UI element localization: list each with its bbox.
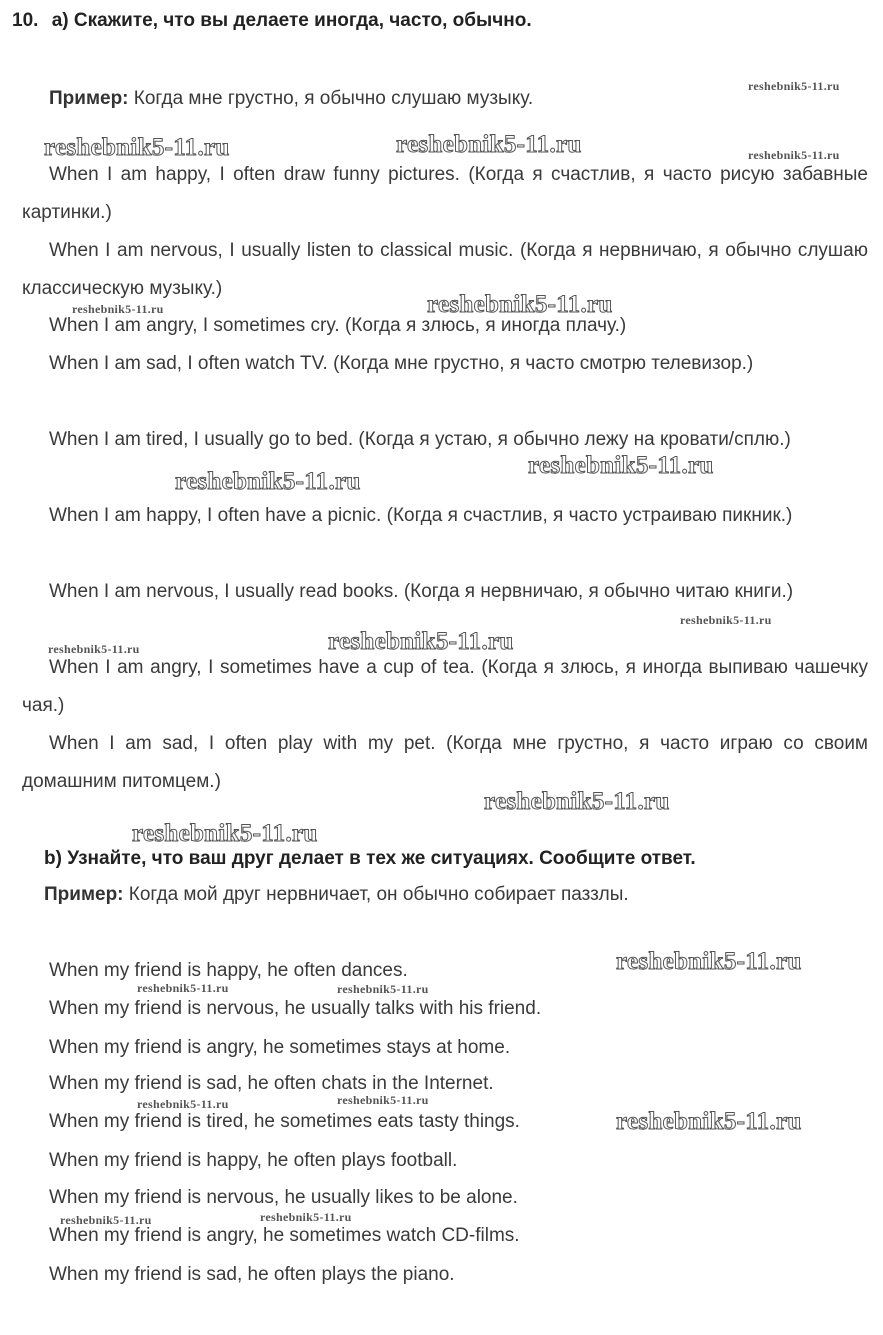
answer-a-9: When I am sad, I often play with my pet. (Когда мне грустно, я часто играю со своим домашним питомцем.) bbox=[22, 733, 868, 792]
part-a-example bbox=[49, 88, 533, 110]
example-text: Когда мой друг нервничает, он обычно собирает паззлы. bbox=[128, 884, 629, 905]
answer-b-6: When my friend is happy, he often plays football. bbox=[49, 1150, 458, 1171]
answer-b-7: When my friend is nervous, he usually likes to be alone. bbox=[49, 1187, 518, 1208]
watermark: reshebnik5-11.ru bbox=[328, 628, 514, 655]
task-number: 10. bbox=[12, 10, 39, 31]
answer-a-8: When I am angry, I sometimes have a cup of tea. (Когда я злюсь, я иногда выпиваю чашечку чая.) bbox=[22, 657, 868, 716]
watermark: reshebnik5-11.ru bbox=[137, 1097, 229, 1111]
watermark: reshebnik5-11.ru bbox=[680, 613, 772, 627]
example-label: Пример: bbox=[49, 88, 129, 109]
watermark: reshebnik5-11.ru bbox=[528, 452, 714, 479]
answer-b-2: When my friend is nervous, he usually talks with his friend. bbox=[49, 998, 542, 1019]
example-label: Пример: bbox=[44, 884, 124, 905]
task-heading bbox=[12, 10, 532, 32]
answer-b-5: When my friend is tired, he sometimes eats tasty things. bbox=[49, 1111, 520, 1132]
watermark: reshebnik5-11.ru bbox=[137, 981, 229, 995]
watermark: reshebnik5-11.ru bbox=[48, 642, 140, 656]
answer-a-7: When I am nervous, I usually read books. (Когда я нервничаю, я обычно читаю книги.) bbox=[49, 581, 794, 602]
watermark: reshebnik5-11.ru bbox=[132, 820, 318, 847]
watermark: reshebnik5-11.ru bbox=[72, 302, 164, 316]
part-a-heading: a) Скажите, что вы делаете иногда, часто, обычно. bbox=[51, 10, 532, 31]
answer-a-5: When I am tired, I usually go to bed. (Когда я устаю, я обычно лежу на кровати/сплю.) bbox=[49, 429, 791, 450]
watermark: reshebnik5-11.ru bbox=[748, 79, 840, 93]
watermark: reshebnik5-11.ru bbox=[484, 788, 670, 815]
answer-b-8: When my friend is angry, he sometimes watch CD-films. bbox=[49, 1225, 520, 1246]
answer-b-9: When my friend is sad, he often plays the piano. bbox=[49, 1264, 455, 1285]
watermark: reshebnik5-11.ru bbox=[748, 148, 840, 162]
answer-a-2: When I am nervous, I usually listen to classical music. (Когда я нервничаю, я обычно слушаю классическую музыку.) bbox=[22, 240, 868, 299]
watermark: reshebnik5-11.ru bbox=[427, 291, 613, 318]
part-b-example bbox=[44, 884, 629, 906]
answer-a-4: When I am sad, I often watch TV. (Когда мне грустно, я часто смотрю телевизор.) bbox=[49, 353, 754, 374]
watermark: reshebnik5-11.ru bbox=[616, 948, 802, 975]
answer-b-3: When my friend is angry, he sometimes stays at home. bbox=[49, 1037, 511, 1058]
watermark: reshebnik5-11.ru bbox=[337, 982, 429, 996]
watermark: reshebnik5-11.ru bbox=[175, 468, 361, 495]
answer-a-1: When I am happy, I often draw funny pictures. (Когда я счастлив, я часто рисую забавные картинки.) bbox=[22, 164, 868, 223]
part-b-heading: b) Узнайте, что ваш друг делает в тех же ситуациях. Сообщите ответ. bbox=[44, 848, 696, 869]
example-text: Когда мне грустно, я обычно слушаю музыку. bbox=[133, 88, 534, 109]
watermark: reshebnik5-11.ru bbox=[616, 1108, 802, 1135]
answer-b-4: When my friend is sad, he often chats in the Internet. bbox=[49, 1073, 494, 1094]
answer-b-1: When my friend is happy, he often dances. bbox=[49, 960, 408, 981]
watermark: reshebnik5-11.ru bbox=[60, 1213, 152, 1227]
watermark: reshebnik5-11.ru bbox=[396, 131, 582, 158]
watermark: reshebnik5-11.ru bbox=[44, 134, 230, 161]
answer-a-6: When I am happy, I often have a picnic. (Когда я счастлив, я часто устраиваю пикник.) bbox=[49, 505, 793, 526]
watermark: reshebnik5-11.ru bbox=[260, 1210, 352, 1224]
answer-a-3: When I am angry, I sometimes cry. (Когда я злюсь, я иногда плачу.) bbox=[49, 315, 627, 336]
watermark: reshebnik5-11.ru bbox=[337, 1093, 429, 1107]
